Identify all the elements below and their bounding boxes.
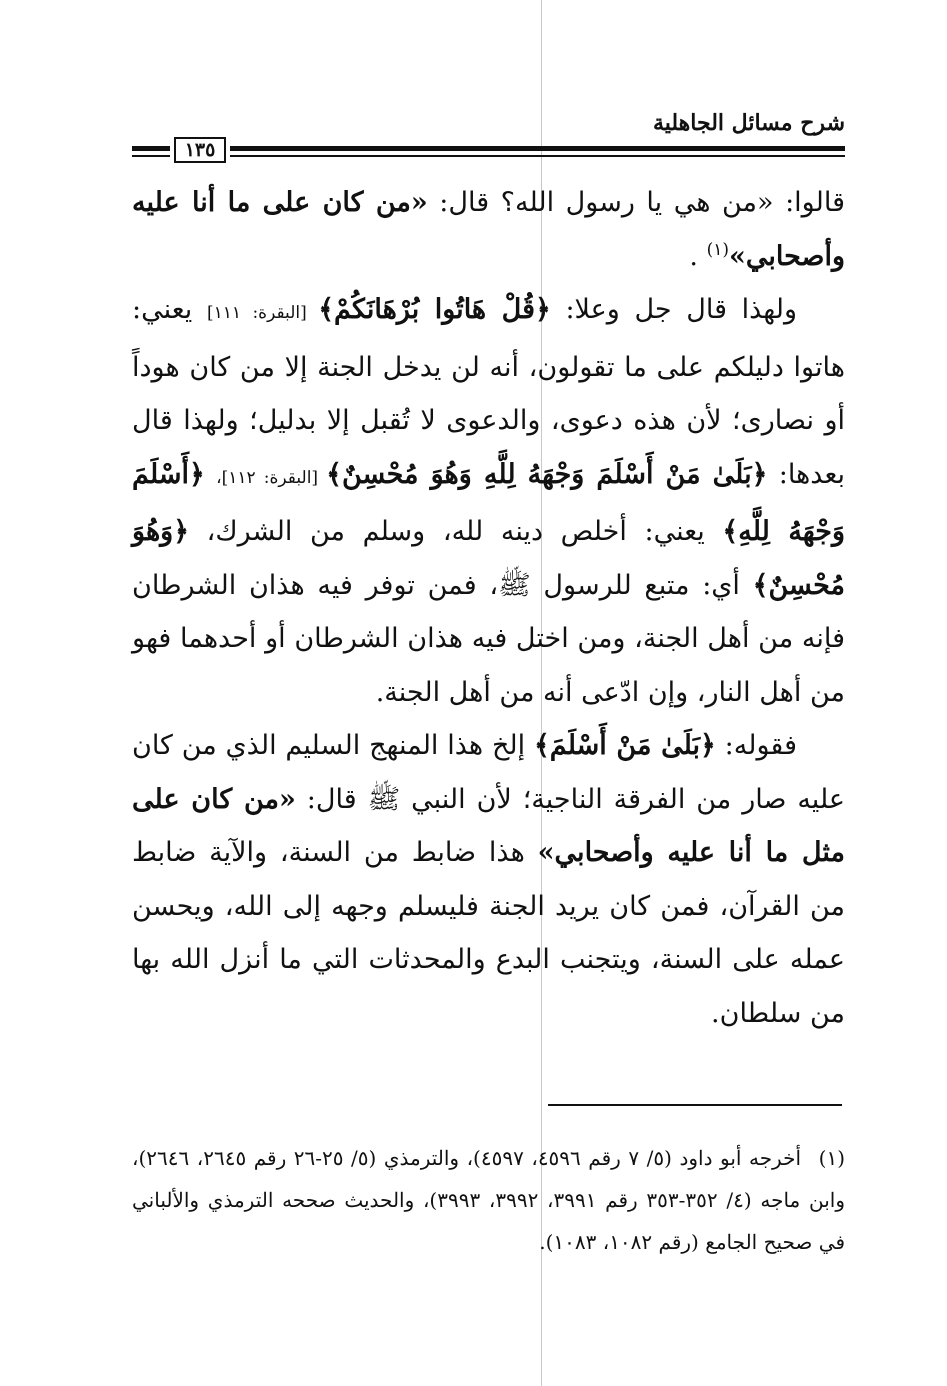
header-rule-thin: [230, 155, 845, 157]
running-header-title: شرح مسائل الجاهلية: [652, 110, 845, 136]
p1-end: .: [689, 240, 707, 272]
quran-verse-2: ﴿بَلَىٰ مَنْ أَسْلَمَ وَجْهَهُ لِلَّهِ وَهُوَ مُحْسِنٌ﴾: [326, 458, 768, 490]
quran-verse-5: ﴿بَلَىٰ مَنْ أَسْلَمَ﴾: [533, 730, 716, 761]
quran-verse-3: ﴿أَسْلَمَ وَجْهَهُ لِلَّهِ﴾: [132, 458, 845, 547]
paragraph-3: [132, 719, 845, 1040]
footnote-separator: [548, 1104, 842, 1106]
footnote-text: أخرجه أبو داود (٥/ ٧ رقم ٤٥٩٦، ٤٥٩٧)، والترمذي (٥/ ٢٥-٢٦ رقم ٢٦٤٥، ٢٦٤٦)، وابن ماجه (٤/ ٣٥٢-٣٥٣ رقم ٣٩٩١، ٣٩٩٢، ٣٩٩٣)، والحديث صححه الترمذي والألباني في صحيح الجامع (رقم ١٠٨٢، ١٠٨٣).: [132, 1146, 845, 1254]
p2-text-2: يعني: هاتوا دليلكم على ما تقولون، أنه لن يدخل الجنة إلا من كان هوداً أو نصارى؛ لأن هذه دعوى، والدعوى لا تُقبل إلا بدليل؛ ولهذا قال بعدها:: [132, 294, 845, 490]
p2-text-4: أي: متبع للرسول ﷺ، فمن توفر فيه هذان الشرطان فإنه من أهل الجنة، ومن اختل فيه هذان الشرطان أو أحدهما فهو من أهل النار، وإن ادّعى أنه من أهل الجنة.: [132, 569, 845, 708]
page-number-rule-thin: [132, 155, 170, 157]
p2-text-3: يعني: أخلص دينه لله، وسلم من الشرك،: [189, 516, 723, 547]
surah-reference-2: [البقرة: ١١٢]،: [216, 467, 327, 488]
p2-text-1: ولهذا قال جل وعلا:: [550, 294, 798, 325]
surah-reference-1: [البقرة: ١١١]: [206, 303, 319, 323]
page-number: ١٣٥: [174, 137, 226, 163]
paragraph-1: [132, 176, 845, 283]
paragraph-2: [132, 283, 845, 719]
hadith-quote-2: «من كان على مثل ما أنا عليه وأصحابي»: [132, 783, 845, 868]
p3-text-3: هذا ضابط من السنة، والآية ضابط من القرآن، فمن كان يريد الجنة فليسلم وجهه إلى الله، ويحسن عمله على السنة، ويتجنب البدع والمحدثات التي ما أنزل الله بها من سلطان.: [132, 837, 845, 1029]
main-text: [132, 176, 845, 1040]
footnote: [132, 1137, 845, 1263]
hadith-quote: «من كان على ما أنا عليه وأصحابي»: [132, 187, 845, 272]
p1-text: قالوا: «من هي يا رسول الله؟ قال:: [427, 187, 845, 218]
quran-verse-1: ﴿قُلْ هَاتُوا بُرْهَانَكُمْ﴾: [318, 294, 551, 325]
p3-text-1: فقوله:: [715, 730, 797, 761]
header-rule-thick: [230, 146, 845, 151]
page-number-rule-thick: [132, 146, 170, 151]
footnote-marker[interactable]: (١): [706, 239, 729, 260]
footnote-number: (١): [818, 1146, 846, 1170]
quran-verse-4: ﴿وَهُوَ مُحْسِنٌ﴾: [132, 516, 845, 601]
p2-space: [205, 459, 216, 490]
p3-text-2: إلخ هذا المنهج السليم الذي من كان عليه صار من الفرقة الناجية؛ لأن النبي ﷺ قال:: [132, 730, 845, 815]
